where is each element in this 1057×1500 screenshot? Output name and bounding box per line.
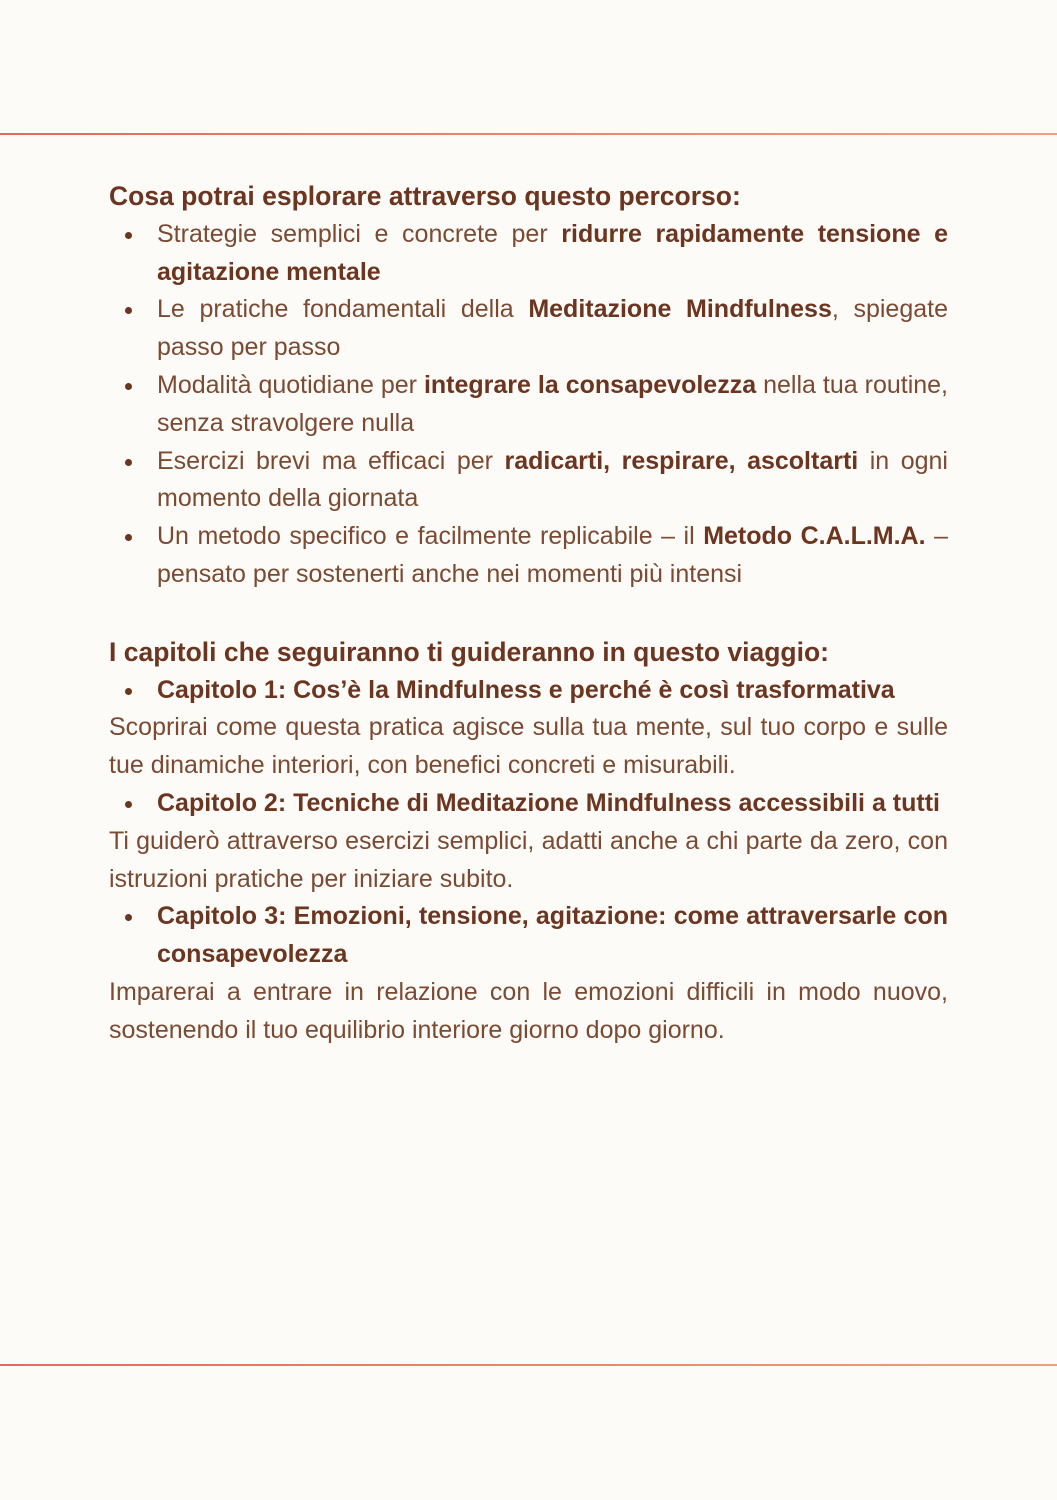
- chapter-title-1: Capitolo 1: Cos’è la Mindfulness e perché è così trasformativa: [109, 672, 948, 710]
- top-divider: [0, 133, 1057, 135]
- chapter-list: [109, 785, 948, 823]
- page-content: [109, 178, 948, 1050]
- chapter-list: [109, 898, 948, 974]
- chapter-description-2: Ti guiderò attraverso esercizi semplici, adatti anche a chi parte da zero, con istruzioni pratiche per iniziare subito.: [109, 826, 948, 893]
- chapter-list: [109, 672, 948, 710]
- list-item: Un metodo specifico e facilmente replicabile – il Metodo C.A.L.M.A. – pensato per sostenerti anche nei momenti più intensi: [109, 518, 948, 594]
- chapter-description-3: Imparerai a entrare in relazione con le emozioni difficili in modo nuovo, sostenendo il tuo equilibrio interiore giorno dopo giorno.: [109, 977, 948, 1044]
- list-item: Le pratiche fondamentali della Meditazione Mindfulness, spiegate passo per passo: [109, 291, 948, 367]
- section-heading-chapters: I capitoli che seguiranno ti guideranno in questo viaggio:: [109, 636, 829, 667]
- chapter-title-3: Capitolo 3: Emozioni, tensione, agitazione: come attraversarle con consapevolezza: [109, 898, 948, 974]
- list-item: Strategie semplici e concrete per ridurre rapidamente tensione e agitazione mentale: [109, 216, 948, 292]
- list-item: Esercizi brevi ma efficaci per radicarti, respirare, ascoltarti in ogni momento della giornata: [109, 443, 948, 519]
- chapter-title-2: Capitolo 2: Tecniche di Meditazione Mindfulness accessibili a tutti: [109, 785, 948, 823]
- list-item: Modalità quotidiane per integrare la consapevolezza nella tua routine, senza stravolgere nulla: [109, 367, 948, 443]
- bottom-divider: [0, 1364, 1057, 1366]
- section-heading-explore: Cosa potrai esplorare attraverso questo percorso:: [109, 181, 741, 211]
- chapter-description-1: Scoprirai come questa pratica agisce sulla tua mente, sul tuo corpo e sulle tue dinamiche interiori, con benefici concreti e misurabili.: [109, 713, 948, 780]
- explore-list: [109, 216, 948, 594]
